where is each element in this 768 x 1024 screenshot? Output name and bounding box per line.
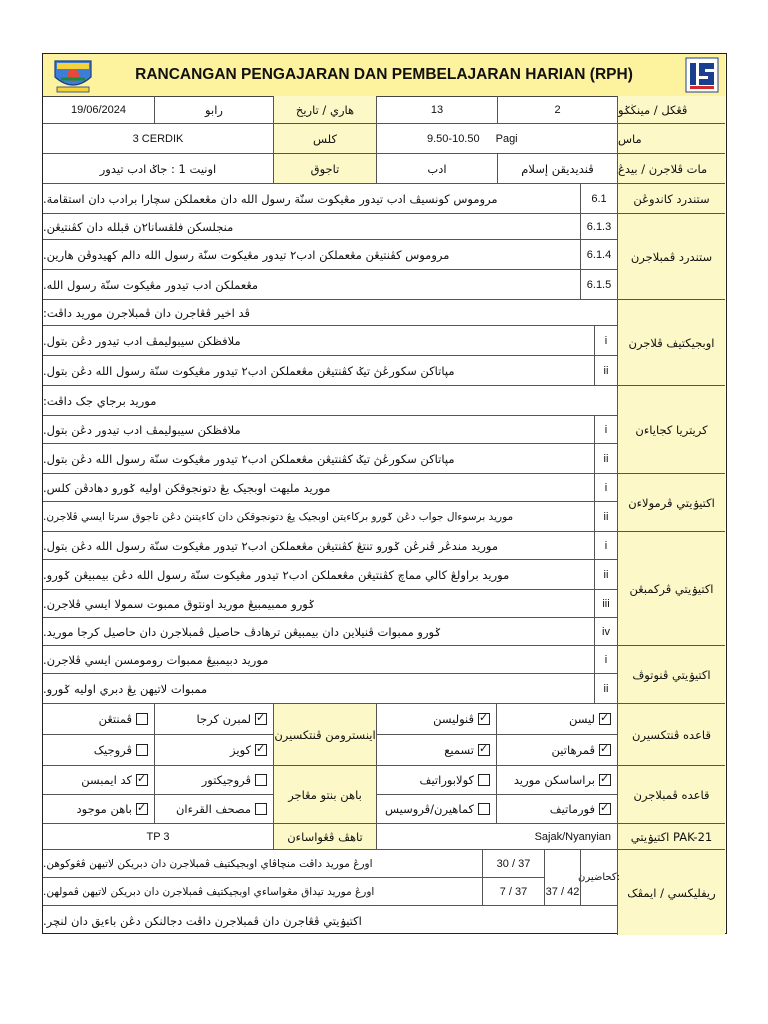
masa-value — [377, 124, 618, 154]
permulaan-text-1: موريد مليهت اوبجيک يڠ دتونجوقکن اوليه ݢورو دهادڤن کلس. — [43, 474, 595, 502]
penutup-text-2: ممبوات لاتيهن يڠ دبري اوليه ݢورو. — [43, 674, 595, 704]
kelas-value: 3 CERDIK — [43, 124, 274, 154]
minggu-label: ڤڠکل / مينڬݢو — [618, 96, 725, 124]
instrumen-pentaksiran-label: اينسترومن ڤنتکسيرن — [274, 704, 377, 766]
minggu-value-b: 13 — [377, 96, 498, 124]
permulaan-num-1: i — [595, 474, 618, 502]
sp-code-2: 6.1.4 — [581, 240, 618, 270]
kriteria-label: کريتريا کجاياءن — [618, 386, 725, 474]
pembelajaran-opt-5[interactable]: ڤروجيکتور — [155, 766, 274, 795]
checkbox-unchecked[interactable] — [255, 774, 267, 786]
sk-label: ستندرد کاندوڠن — [618, 184, 725, 214]
checkbox-checked[interactable] — [255, 744, 267, 756]
rph-header — [43, 54, 725, 97]
checkbox-unchecked[interactable] — [136, 744, 148, 756]
pentaksiran-opt-2[interactable]: ✓ ڤنوليسن — [377, 704, 497, 735]
kriteria-intro: موريد برجاي جک داڤت: — [43, 386, 618, 416]
sp-code-3: 6.1.5 — [581, 270, 618, 300]
refleksi-label: ريفليکسي / ايمڤک — [618, 850, 725, 935]
perkembangan-num-3: iii — [595, 590, 618, 618]
refleksi-footer: اکتيۏيتي ڤڠاجرن دان ڤمبلاجرن داڤت دجالنکن دڠن باءيق دان لنچر. — [43, 906, 618, 935]
pak21-label: اکتيۏيتي PAK-21 — [618, 824, 725, 850]
pembelajaran-opt-2[interactable]: کولابوراتيف — [377, 766, 497, 795]
page-title: RANCANGAN PENGAJARAN DAN PEMBELAJARAN HARIAN (RPH) — [135, 66, 633, 83]
hari-value: رابو — [155, 96, 274, 124]
kehadiran-cell — [578, 850, 621, 906]
checkbox-checked[interactable] — [599, 774, 611, 786]
checkbox-checked[interactable] — [255, 713, 267, 725]
objektif-num-1: i — [595, 326, 618, 356]
school-crest-logo — [51, 57, 95, 93]
kriteria-num-1: i — [595, 416, 618, 444]
kehadiran-label: کحاضيرن: — [578, 872, 621, 883]
checkbox-unchecked[interactable] — [478, 803, 490, 815]
rph-sheet — [42, 53, 727, 934]
checkbox-checked[interactable] — [478, 744, 490, 756]
objektif-text-2: مڽاتاکن سکورڠڽ تيݢ کڤنتيڠن مڠعملکن ادب٢ تيدور مڠيکوت سنّة رسول الله دڠن بتول. — [43, 356, 595, 386]
checkbox-checked[interactable] — [599, 713, 611, 725]
masa-sesi: Pagi — [495, 132, 518, 145]
pembelajaran-opt-4[interactable]: کماهيرن/ڤروسيس — [377, 795, 497, 824]
checkbox-unchecked[interactable] — [255, 803, 267, 815]
kriteria-text-2: مڽاتاکن سکورڠڽ تيݢ کڤنتيڠن مڠعملکن ادب٢ تيدور مڠيکوت سنّة رسول الله دڠن بتول. — [43, 444, 595, 474]
kriteria-text-1: ملافظکن سيبوليمڤ ادب تيدور دڠن بتول. — [43, 416, 595, 444]
tarikh-value: 19/06/2024 — [43, 96, 155, 124]
perkembangan-text-3: ݢورو ممبيمبيڠ موريد اونتوق ممبوت سمولا ايسي ڤلاجرن. — [43, 590, 595, 618]
checkbox-checked[interactable] — [136, 774, 148, 786]
permulaan-num-2: ii — [595, 502, 618, 532]
subjek-value: ڤنديديقن إسلام — [498, 154, 618, 184]
permulaan-text-2: موريد برسوءال جواب دڠن ݢورو برکاءيتن اوبجيک يڠ دتونجوقکن دان کاءيتنڽ دڠن تاجوق سرتا ايسي ڤلاجرن. — [43, 502, 595, 532]
pentaksiran-opt-3[interactable]: ✓ ڤمرهاتين — [497, 735, 618, 766]
objektif-text-1: ملافظکن سيبوليمڤ ادب تيدور دڠن بتول. — [43, 326, 595, 356]
pentaksiran-opt-4[interactable]: ✓ تسميع — [377, 735, 497, 766]
objektif-intro: ڤد اخير ڤڠاجرن دان ڤمبلاجرن موريد داڤت: — [43, 300, 618, 326]
checkbox-unchecked[interactable] — [136, 713, 148, 725]
tarikh-label: هاري / تاريخ — [274, 96, 377, 124]
penutup-num-2: ii — [595, 674, 618, 704]
sp-code-1: 6.1.3 — [581, 214, 618, 240]
pentaksiran-opt-7[interactable]: ✓ کويز — [155, 735, 274, 766]
checkbox-unchecked[interactable] — [478, 774, 490, 786]
tajuk-label: تاجوق — [274, 154, 377, 184]
pentaksiran-opt-1[interactable]: ✓ ليسن — [497, 704, 618, 735]
penutup-label: اکتيۏيتي ڤنوتوڤ — [618, 646, 725, 704]
objektif-num-2: ii — [595, 356, 618, 386]
masa-label: ماس — [618, 124, 725, 154]
refleksi-count-1: 30 / 37 — [483, 850, 545, 878]
sp-label: ستندرد ڤمبلاجرن — [618, 214, 725, 300]
penutup-text-1: موريد دبيمبيڠ ممبوات رومومسن ايسي ڤلاجرن. — [43, 646, 595, 674]
kehadiran-spacer — [545, 850, 581, 878]
pentaksiran-opt-6[interactable]: ڤمنتڠن — [43, 704, 155, 735]
checkbox-checked[interactable] — [478, 713, 490, 725]
perkembangan-text-4: ݢورو ممبوات ڤنيلاين دان بيمبيڠن ترهادڤ حاصيل ڤمبلاجرن دان حاصيل کرجا موريد. — [43, 618, 595, 646]
permulaan-label: اکتيۏيتي ڤرمولاءن — [618, 474, 725, 532]
perkembangan-num-1: i — [595, 532, 618, 560]
kaedah-pentaksiran-label: قاعده ڤنتکسيرن — [618, 704, 725, 766]
ministry-logo — [685, 57, 719, 93]
pembelajaran-opt-3[interactable]: ✓ فورماتيف — [497, 795, 618, 824]
refleksi-count-2: 7 / 37 — [483, 878, 545, 906]
minggu-value-a: 2 — [498, 96, 618, 124]
perkembangan-num-2: ii — [595, 560, 618, 590]
perkembangan-text-2: موريد براولڠ کالي مماچ کڤنتيڠن مڠعملکن ادب٢ تيدور مڠيکوت سنّة رسول الله دڠن بيمبيڠن ݢورو. — [43, 560, 595, 590]
subjek-label: مات ڤلاجرن / بيدڠ — [618, 154, 725, 184]
sk-code: 6.1 — [581, 184, 618, 214]
pembelajaran-opt-7[interactable]: مصحف القرءان — [155, 795, 274, 824]
bahan-bantu-label: باهن بنتو مڠاجر — [274, 766, 377, 824]
kehadiran-value: 37 / 42 — [545, 878, 581, 906]
pembelajaran-opt-1[interactable]: ✓ براساسکن موريد — [497, 766, 618, 795]
tajuk-value: اونيت 1 : جاݢ ادب تيدور — [43, 154, 274, 184]
sk-text: مروموس کونسيڤ ادب تيدور مڠيکوت سنّة رسول الله دان مڠعملکن سچارا برادب دان استقامة. — [43, 184, 581, 214]
perkembangan-text-1: موريد مندڠر ڤنرڠن ݢورو تنتڠ کڤنتيڠن مڠعملکن ادب٢ تيدور مڠيکوت سنّة رسول الله دڠن بتول. — [43, 532, 595, 560]
kriteria-num-2: ii — [595, 444, 618, 474]
masa-time: 9.50-10.50 — [427, 132, 480, 145]
pentaksiran-opt-8[interactable]: ڤروجيک — [43, 735, 155, 766]
checkbox-checked[interactable] — [599, 803, 611, 815]
perkembangan-label: اکتيۏيتي ڤرکمبڠن — [618, 532, 725, 646]
pembelajaran-opt-8[interactable]: ✓ باهن موجود — [43, 795, 155, 824]
checkbox-checked[interactable] — [599, 744, 611, 756]
refleksi-text-1: اورڠ موريد داڤت منچاڤاي اوبجيکتيف ڤمبلاجرن دان دبريکن لاتيهن ڤڠوکوهن. — [43, 850, 483, 878]
kelas-label: کلس — [274, 124, 377, 154]
sp-text-1: منجلسکن فلقسانا٢ن قبلله دان کڤنتيڠن. — [43, 214, 581, 240]
pembelajaran-opt-6[interactable]: ✓ کد ايمبسن — [43, 766, 155, 795]
sp-text-3: مڠعملکن ادب تيدور مڠيکوت سنّة رسول الله. — [43, 270, 581, 300]
perkembangan-num-4: iv — [595, 618, 618, 646]
pak21-value: Sajak/Nyanyian — [377, 824, 618, 850]
bidang-value: ادب — [377, 154, 498, 184]
penutup-num-1: i — [595, 646, 618, 674]
sp-text-2: مروموس کڤنتيڠن مڠعملکن ادب٢ تيدور مڠيکوت سنّة رسول الله دالم کهيدوڤن هارين. — [43, 240, 581, 270]
pentaksiran-opt-5[interactable]: ✓ لمبرن کرجا — [155, 704, 274, 735]
checkbox-checked[interactable] — [136, 803, 148, 815]
refleksi-text-2: اورڠ موريد تيداق مڠواساءي اوبجيکتيف ڤمبلاجرن دان دبريکن لاتيهن ڤمولهن. — [43, 878, 483, 906]
objektif-label: اوبجيکتيف ڤلاجرن — [618, 300, 725, 386]
kaedah-pembelajaran-label: قاعده ڤمبلاجرن — [618, 766, 725, 824]
tahap-penguasaan-value: TP 3 — [43, 824, 274, 850]
tahap-penguasaan-label: تاهڤ ڤڠواساءن — [274, 824, 377, 850]
